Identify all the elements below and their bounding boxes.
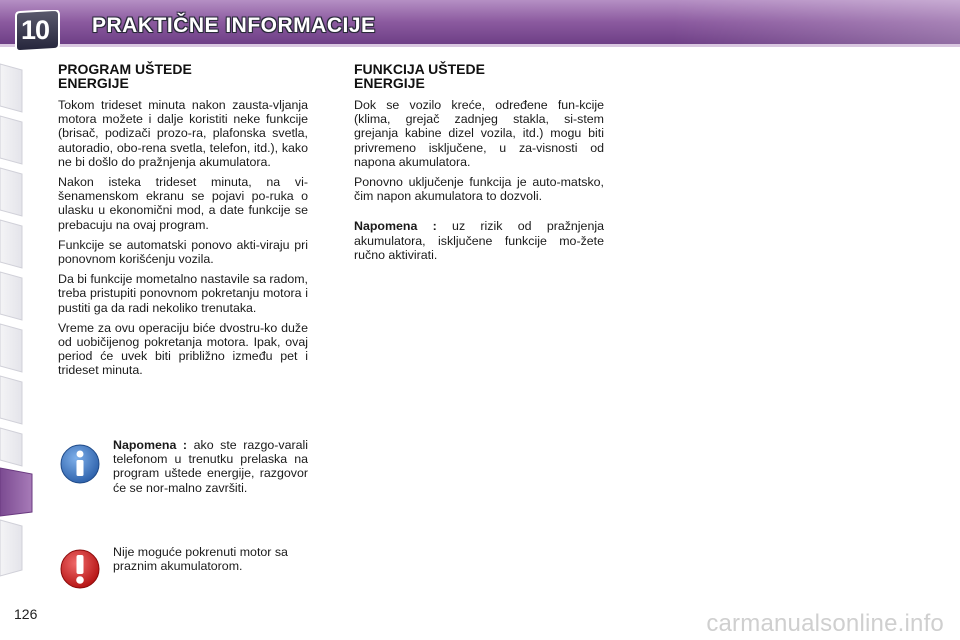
exclamation-icon: [58, 547, 102, 591]
section-heading: PROGRAM UŠTEDE ENERGIJE: [58, 61, 192, 91]
chapter-tab[interactable]: [0, 272, 22, 320]
paragraph: Dok se vozilo kreće, određene fun-kcije (klima, grejač zadnjeg stakla, si-stem grejanja kabine dizel vozila, itd.) mogu biti privremeno isključene, u za-visnosti od napona akumulatora.: [354, 98, 604, 169]
paragraph: Nakon isteka trideset minuta, na vi-šenamenskom ekranu se pojavi po-ruka o ulasku u ekonomični mod, a date funkcije se prebacuju na ovaj program.: [58, 175, 308, 232]
watermark: carmanualsonline.info: [706, 610, 944, 637]
info-icon: [58, 442, 102, 486]
note-text: uz rizik od pražnjenja akumulatora, isključene funkcije mo-žete ručno aktivirati.: [354, 219, 604, 262]
chapter-title: PRAKTIČNE INFORMACIJE: [92, 14, 376, 37]
paragraph: Da bi funkcije mometalno nastavile sa radom, treba pristupiti ponovnom pokretanju motora i pustiti ga da radi nekoliko trenutaka.: [58, 272, 308, 315]
paragraph: Funkcije se automatski ponovo akti-viraju pri ponovnom korišćenju vozila.: [58, 237, 308, 267]
chapter-number: 10: [21, 15, 50, 45]
chapter-tab[interactable]: [0, 168, 22, 216]
chapter-tab[interactable]: [0, 220, 22, 268]
chapter-tab-active[interactable]: [0, 468, 32, 516]
chapter-tab[interactable]: [0, 64, 22, 112]
note-text: ako ste razgo-varali telefonom u trenutku prelaska na program uštede energije, razgovor će se nor-malno završiti.: [113, 438, 308, 495]
chapter-tab[interactable]: [0, 116, 22, 164]
paragraph: Tokom trideset minuta nakon zausta-vljanja motora možete i dalje koristiti neke funkcije (brisač, podizači prozo-ra, plafonska svetla, autoradio, obo-rena svetla, telefon, itd.), kako ne bi došlo do pražnjenja akumulatora.: [58, 98, 308, 169]
chapter-tab[interactable]: [0, 324, 22, 372]
chapter-tabs: [0, 60, 40, 580]
note-label: Napomena :: [354, 219, 437, 234]
section-heading: FUNKCIJA UŠTEDE ENERGIJE: [354, 61, 485, 91]
left-column: [58, 62, 308, 384]
warning-note: Nije moguće pokrenuti motor sa praznim akumulatorom.: [113, 545, 288, 574]
chapter-tab[interactable]: [0, 428, 22, 466]
right-column: [354, 62, 604, 268]
chapter-tab[interactable]: [0, 520, 22, 576]
chapter-badge: [12, 10, 62, 52]
paragraph: Ponovno uključenje funkcija je auto-matsko, čim napon akumulatora to dozvoli.: [354, 175, 604, 204]
note-label: Napomena :: [113, 438, 188, 452]
info-note: [113, 438, 308, 495]
chapter-tab[interactable]: [0, 376, 22, 424]
note-paragraph: [354, 219, 604, 262]
page-number: 126: [14, 606, 38, 622]
paragraph: Vreme za ovu operaciju biće dvostru-ko duže od uobičijenog pokretanja motora. Ipak, ovaj period će uvek biti približno između pet i trideset minuta.: [58, 320, 308, 378]
